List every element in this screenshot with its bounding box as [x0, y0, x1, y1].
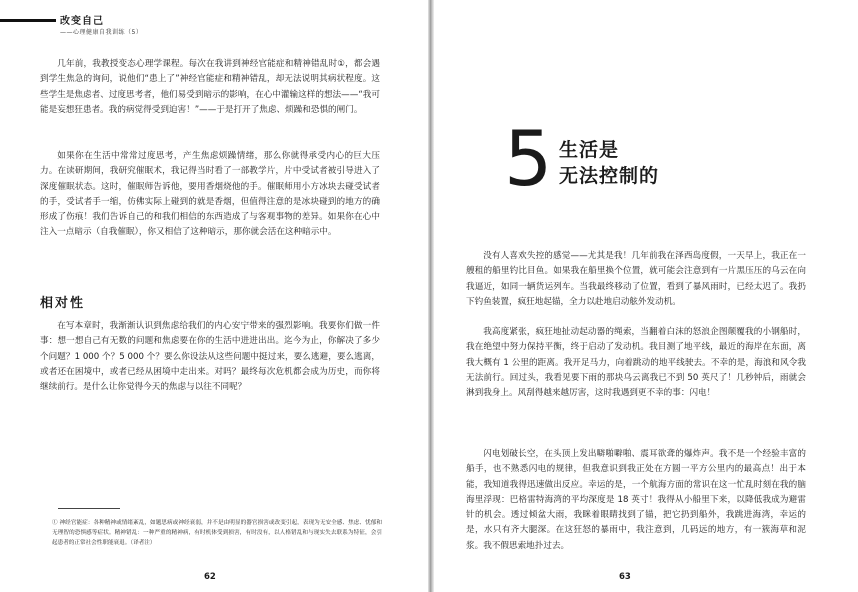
page-number: 62	[204, 572, 216, 582]
chapter-title	[559, 137, 659, 189]
section-paragraph: 在写本章时，我渐渐认识到焦虑给我们的内心安宁带来的强烈影响。我要你们做一件事：想一想自己有无数的问题和焦虑要在你的生活中进进出出。迄今为止，你解决了多少个问题？1 000 个？5 000 个？要么你设法从这些问题中挺过来，要么逃避，要么逃离，或者还在困境中，或者已经从困境中走出来。对吗？最终每次危机都会成为历史，而你将继续前行。是什么让你觉得今天的焦虑与以往不同呢？	[40, 321, 380, 393]
body-paragraph-2: 如果你在生活中常常过度思考，产生焦虑烦躁情绪，那么你就得承受内心的巨大压力。在读研期间，我研究催眠术，我记得当时看了一部教学片，片中受试者被引导进入了深度催眠状态。这时，催眠师告诉他，要用香烟烧他的手。催眠师用小方冰块去碰受试者的手，受试者手一缩，仿佛实际上碰到的就是香烟，但值得注意的是冰块碰到的地方的确形成了伤痕！我们告诉自己的和我们相信的东西造成了与客观事物的差异。如果你在心中注入一点暗示（自我催眠），你又相信了这种暗示，那你就会活在这种暗示中。	[40, 151, 380, 238]
body-paragraph-3: 闪电划破长空，在头顶上发出噼啪噼啪、震耳欲聋的爆炸声。我不是一个经验丰富的船手，也不熟悉闪电的规律，但我意识到我正处在方圆一平方公里内的最高点！出于本能，我知道我得迅速做出反应。幸运的是，一个航海方面的常识在这一忙乱时刻在我的脑海里浮现：巴格雷特海湾的平均深度是 18 英寸！我得从小船里下来，以降低我成为避雷针的机会。透过倾盆大雨，我眯着眼睛找到了锚，把它扔到船外，我跳进海湾，幸运的是，水只有齐大腿深。在这狂怒的暴雨中，我注意到，几码远的地方，有一簇海草和泥浆。我不假思索地扑过去。	[466, 449, 806, 551]
section-heading: 相对性	[40, 296, 86, 311]
chapter-title-line-1: 生活是	[559, 139, 620, 161]
chapter-number: 5	[504, 114, 553, 203]
right-page	[434, 0, 858, 592]
chapter-title-line-2: 无法控制的	[559, 165, 660, 187]
left-page	[0, 0, 428, 592]
page-number: 63	[619, 572, 631, 582]
footnote: ① 神经官能症：各种精神或情绪紊乱，如题思病或神经衰弱，并不是由明显的器官损害或改变引起，表现为无安全感、焦虑、忧郁和无理智的恐惧感等症状。精神错乱：一种严重的精神病，有时机体受到损害，有时没有，以人格错乱和与现实失去联系为特征，会引起患者的正常社会性职能衰退。（译者注）	[52, 520, 382, 546]
body-paragraph-1: 几年前，我教授变态心理学课程。每次在我讲到神经官能症和精神错乱时①，都会遇到学生焦急的询问，说他们“患上了”神经官能症和精神错乱，却无法说明其病状程度。这些学生是焦虑者、过度思考者，他们易受到暗示的影响，在心中灌输这样的想法——“我可能是妄想狂患者。我的病觉得受到迫害！”——于是打开了焦虑、烦躁和恐惧的闸门。	[40, 59, 380, 115]
running-header-subtitle: ——心理健康自我训练（5）	[60, 29, 143, 36]
running-header-title: 改变自己	[60, 16, 104, 27]
header-rule	[0, 19, 56, 22]
footnote-rule	[58, 508, 120, 509]
body-paragraph-2: 我高度紧张，疯狂地扯动起动器的绳索，当翻着白沫的怒浪企图颠覆我的小钢船时，我在绝望中努力保持平衡，终于启动了发动机。我目测了地平线，最近的海岸在东面，离我大概有 1 公里的距离。我开足马力，向着跳动的地平线驶去。不幸的是，海浪和风令我无法前行。回过头，我看见要下雨的那块乌云离我已不到 50 英尺了！几秒钟后，雨就会淋到我身上。风刮得越来越厉害，这时我遇到更不幸的事：闪电！	[466, 327, 806, 399]
body-paragraph-1: 没有人喜欢失控的感觉——尤其是我！几年前我在泽西岛度假，一天早上，我正在一艘租的船里钓比目鱼。如果我在船里换个位置，就可能会注意到有一片黑压压的乌云在向我逼近，如同一辆货运列车。当我最终移动了位置，看到了暴风雨时，已经太迟了。我扔下钓鱼装置，疯狂地起锚，全力以赴地启动舷外发动机。	[466, 251, 806, 307]
